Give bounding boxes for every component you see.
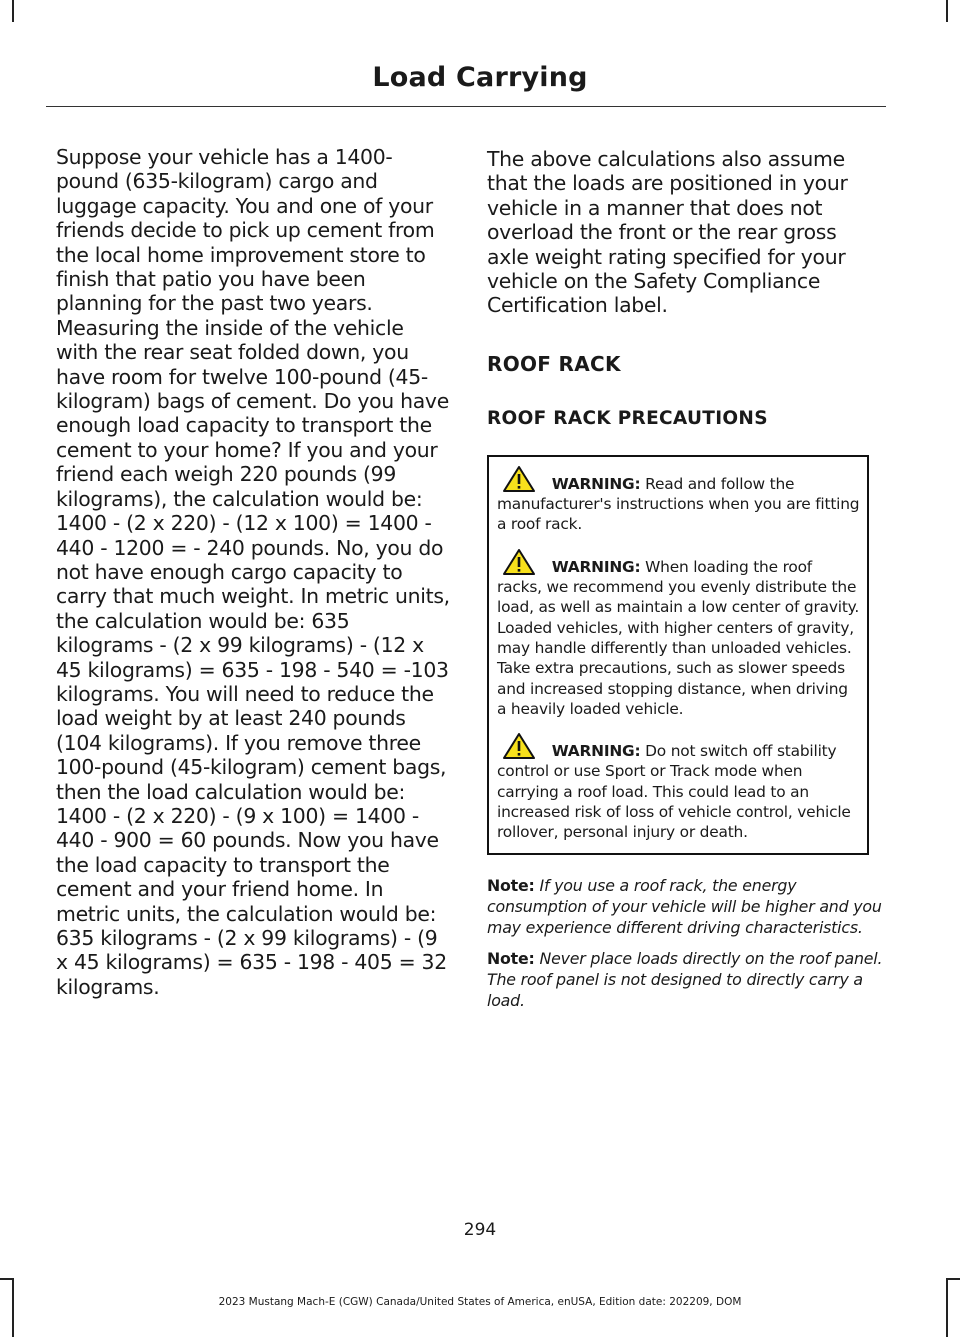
section-subheading: ROOF RACK PRECAUTIONS (487, 407, 768, 429)
header-divider (46, 106, 886, 107)
crop-mark-top-right (946, 0, 948, 22)
warning-text: Do not switch off stability control or use Sport or Track mode when carrying a roof load. This could lead to an increased risk of loss of vehicle control, vehicle rollover, personal injury or death. (497, 742, 851, 842)
warning-triangle-icon (503, 548, 547, 576)
warning-label: WARNING: (551, 557, 641, 576)
footer-edition: 2023 Mustang Mach-E (CGW) Canada/United States of America, enUSA, Edition date: 202209, DOM (218, 1296, 742, 1308)
left-column-paragraph: Suppose your vehicle has a 1400-pound (635-kilogram) cargo and luggage capacity. You and one of your friends decide to pick up cement from the local home improvement store to finish that patio you have been planning for the past two years. Measuring the inside of the vehicle with the rear seat folded down, you have room for twelve 100-pound (45-kilogram) bags of cement. Do you have enough load capacity to transport the cement to your home? If you and your friend each weigh 220 pounds (99 kilograms), the calculation would be: 1400 - (2 x 220) - (12 x 100) = 1400 - 440 - 1200 = - 240 pounds. No, you do not have enough cargo capacity to carry that much weight. In metric units, the calculation would be: 635 kilograms - (2 x 99 kilograms) - (12 x 45 kilograms) = 635 - 198 - 540 = -103 kilograms. You will need to reduce the load weight by at least 240 pounds (104 kilograms). If you remove three 100-pound (45-kilogram) cement bags, then the load calculation would be: 1400 - (2 x 220) - (9 x 100) = 1400 - 440 - 900 = 60 pounds. Now you have the load capacity to transport the cement and your friend home. In metric units, the calculation would be: 635 kilograms - (2 x 99 kilograms) - (9 x 45 kilograms) = 635 - 198 - 405 = 32 kilograms. (56, 145, 450, 999)
warning-item (497, 732, 861, 842)
page-title: Load Carrying (372, 62, 588, 93)
warning-text: Read and follow the manufacturer's instructions when you are fitting a roof rack. (497, 474, 860, 534)
note (487, 875, 883, 938)
note-label: Note: (487, 875, 535, 895)
section-heading: ROOF RACK (487, 351, 621, 376)
page-number: 294 (463, 1220, 497, 1240)
note-text: If you use a roof rack, the energy consumption of your vehicle will be higher and you may experience different driving characteristics. (487, 875, 882, 937)
warning-box (487, 455, 869, 855)
crop-mark-bottom-left-h (0, 1278, 14, 1280)
warning-label: WARNING: (551, 474, 641, 493)
note-text: Never place loads directly on the roof panel. The roof panel is not designed to directly carry a load. (487, 948, 883, 1010)
right-column (487, 147, 883, 1011)
warning-triangle-icon (503, 465, 547, 493)
warning-item (497, 548, 861, 719)
warning-label: WARNING: (551, 742, 641, 761)
crop-mark-top-left (12, 0, 14, 22)
note (487, 948, 883, 1011)
crop-mark-bottom-right-h (946, 1278, 960, 1280)
note-label: Note: (487, 948, 535, 968)
warning-item (497, 465, 861, 535)
warning-text: When loading the roof racks, we recommend you evenly distribute the load, as well as maintain a low center of gravity. Loaded vehicles, with higher centers of gravity, may handle differently than unloaded vehicles. Take extra precautions, such as slower speeds and increased stopping distance, when driving a heavily loaded vehicle. (497, 557, 860, 718)
warning-triangle-icon (503, 732, 547, 760)
right-column-paragraph: The above calculations also assume that the loads are positioned in your vehicle in a manner that does not overload the front or the rear gross axle weight rating specified for your vehicle on the Safety Compliance Certification label. (487, 147, 848, 318)
